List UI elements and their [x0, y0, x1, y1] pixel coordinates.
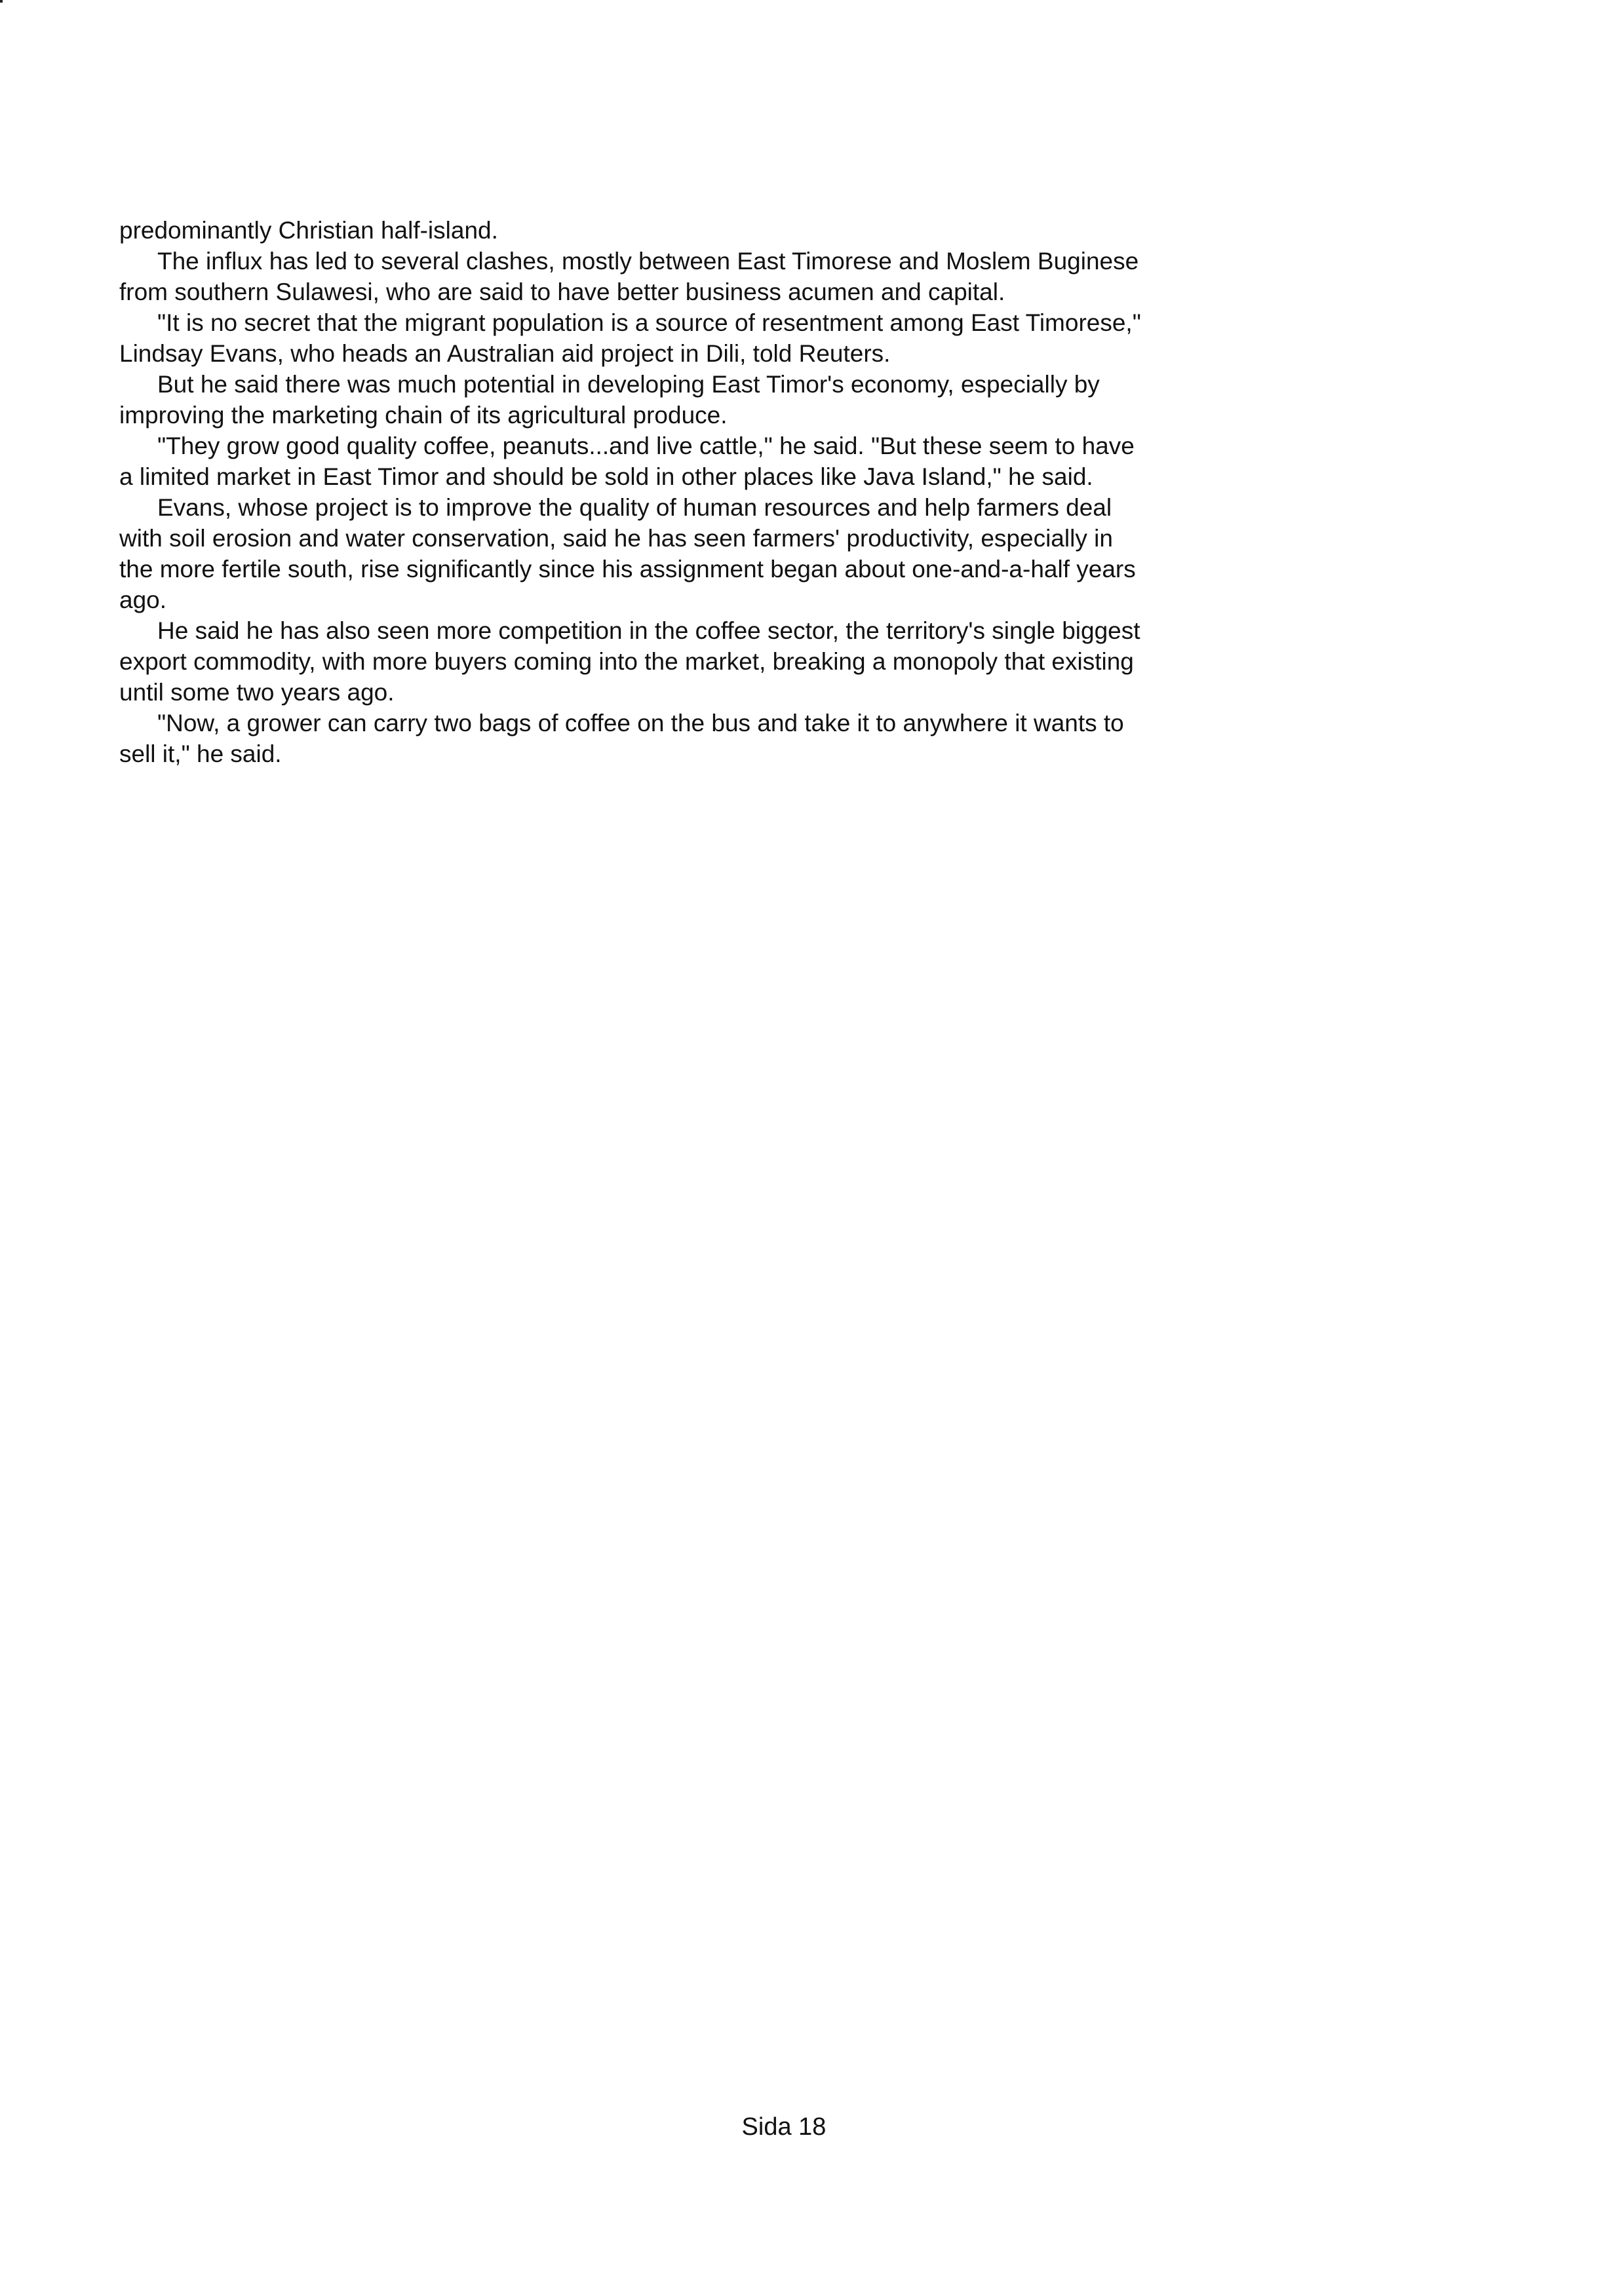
article-paragraph: "They grow good quality coffee, peanuts...and live cattle," he said. "But these seem to have a limited market in East Timor and should be sold in other places like Java Island," he said. [119, 432, 1135, 490]
article-body [119, 215, 1142, 769]
article-paragraph: "Now, a grower can carry two bags of coffee on the bus and take it to anywhere it wants to sell it," he said. [119, 710, 1124, 767]
article-paragraph: predominantly Christian half-island. [119, 217, 498, 244]
article-paragraph: He said he has also seen more competition in the coffee sector, the territory's single biggest export commodity, with more buyers coming into the market, breaking a monopoly that existing until some two years ago. [119, 617, 1140, 706]
scan-corner-mark [0, 0, 3, 3]
article-paragraph: Evans, whose project is to improve the quality of human resources and help farmers deal with soil erosion and water conservation, said he has seen farmers' productivity, especially in the more fertile south, rise significantly since his assignment began about one-and-a-half years ago. [119, 494, 1136, 613]
page-footer [0, 2111, 1615, 2143]
article-paragraph: "It is no secret that the migrant population is a source of resentment among East Timorese," Lindsay Evans, who heads an Australian aid project in Dili, told Reuters. [119, 309, 1141, 367]
article-paragraph: The influx has led to several clashes, mostly between East Timorese and Moslem Buginese from southern Sulawesi, who are said to have better business acumen and capital. [119, 248, 1139, 305]
article-paragraph: But he said there was much potential in developing East Timor's economy, especially by improving the marketing chain of its agricultural produce. [119, 371, 1100, 429]
page-number: Sida 18 [741, 2113, 827, 2141]
